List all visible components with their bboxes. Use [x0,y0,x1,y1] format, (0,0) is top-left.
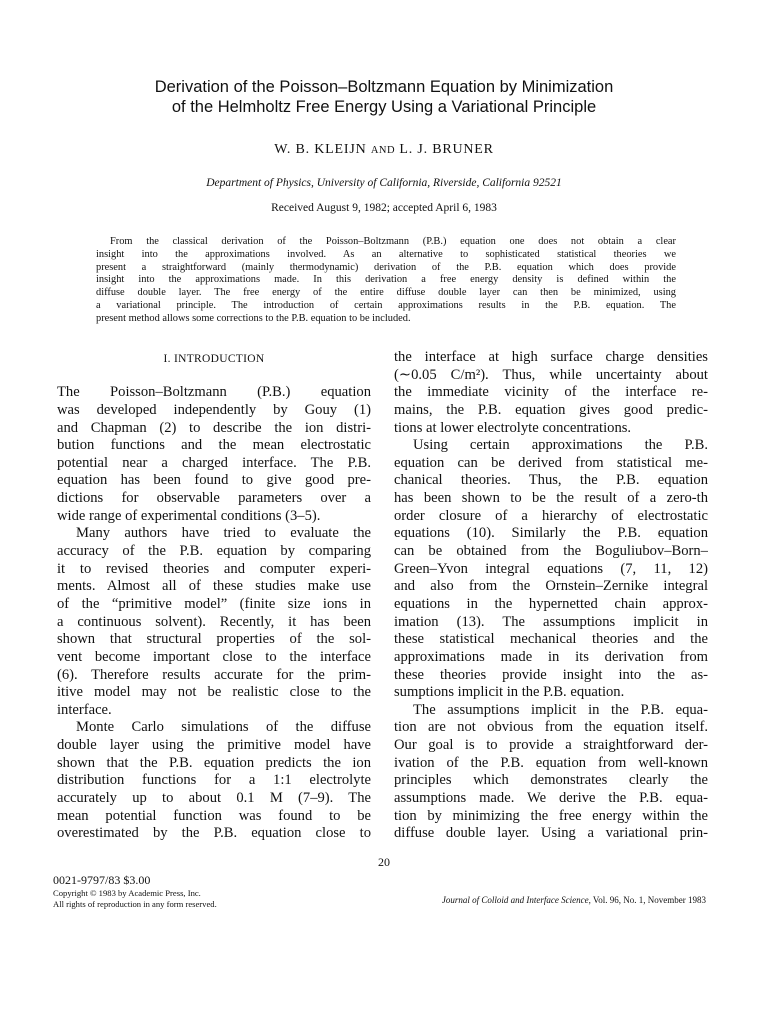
right-column [394,349,708,843]
body-line: ments. Almost all of these studies make use [57,578,371,595]
body-line: itive model may not be realistic close to the [57,684,371,701]
body-line: Monte Carlo simulations of the diffuse [76,719,371,736]
section-heading: I. INTRODUCTION [163,353,265,365]
body-line: The assumptions implicit in the P.B. equa- [413,701,708,718]
body-line: double layer using the primitive model have [57,737,371,754]
body-line: dictions for observable parameters over a [57,490,371,507]
body-line: approximations made in its derivation from [394,648,708,665]
body-line: was developed independently by Gouy (1) [57,401,371,418]
body-line: tion by minimizing the free energy within the [394,807,708,824]
body-line: (∼0.05 C/m²). Thus, while uncertainty about [394,366,708,383]
body-line: it to revised theories and computer experi- [57,560,371,577]
author-name: W. B. KLEIJN [274,142,367,157]
body-line: Using certain approximations the P.B. [413,437,708,454]
journal-name: Journal of Colloid and Interface Science, [441,895,591,905]
body-line: accuracy of the P.B. equation by comparing [57,543,371,560]
body-line: mains, the P.B. equation gives good predic- [394,401,708,418]
body-line: a continuous solvent). Recently, it has been [57,613,371,630]
body-line: the immediate vicinity of the interface re- [394,384,708,401]
abstract [96,236,676,325]
body-line: these theories provide insight into the as- [394,666,708,683]
abstract-line: insight into the approximations involved. As an alternative to sophisticated statistical theories we [96,248,676,260]
body-line: imation (13). The assumptions implicit in [394,613,708,630]
body-line: equations (10). Similarly the P.B. equation [394,525,708,542]
received-dates: Received August 9, 1982; accepted April 6, 1983 [271,202,497,214]
abstract-line: From the classical derivation of the Poisson–Boltzmann (P.B.) equation one does not obtain a clear [110,236,676,247]
body-line: and Chapman (2) to describe the ion distri- [57,419,371,436]
abstract-line: present a straightforward (mainly thermodynamic) derivation of the P.B. equation which does provide [96,261,676,273]
journal-citation [442,895,706,905]
article-title [40,77,728,117]
body-line: ivation of the P.B. equation from well-known [394,754,708,771]
affiliation: Department of Physics, University of California, Riverside, California 92521 [206,177,562,189]
page-number: 20 [378,855,390,869]
title-line: Derivation of the Poisson–Boltzmann Equation by Minimization [154,78,614,96]
body-line: wide range of experimental conditions (3–5). [57,507,321,524]
body-line: of the “primitive model” (finite size ions in [57,595,371,612]
body-line: tions at lower electrolyte concentrations. [394,419,632,436]
abstract-line: present method allows some corrections to the P.B. equation to be included. [96,312,411,324]
body-line: tion are not obvious from the equation itself. [394,719,708,736]
body-line: overestimated by the P.B. equation close to [57,825,371,842]
body-line: equation can be derived from statistical me- [394,454,708,471]
abstract-line: diffuse double layer. The free energy of the entire diffuse double layer can then be minimized, using [96,287,676,298]
body-line: Many authors have tried to evaluate the [76,525,371,542]
body-line: chanical theories. Thus, the P.B. equation [394,472,708,489]
body-line: interface. [57,701,112,718]
body-line: Green–Yvon integral equations (7, 11, 12) [394,560,708,577]
left-column [57,349,371,843]
body-line: (6). Therefore results accurate for the prim- [57,666,371,683]
body-line: potential near a charged interface. The P.B. [57,454,371,471]
author-list [40,142,728,158]
body-line: assumptions made. We derive the P.B. equa- [394,790,708,807]
body-line: the interface at high surface charge densities [394,349,708,365]
author-conjunction: AND [370,145,396,156]
author-name: L. J. BRUNER [399,142,494,157]
title-line: of the Helmholtz Free Energy Using a Variational Principle [171,98,597,116]
body-line: equations in the hypernetted chain approx- [394,595,708,612]
body-line: order closure of a hierarchy of electrostatic [394,507,708,524]
abstract-line: insight into the approximations made. In this derivation a free energy density is defined within the [96,274,676,286]
footer-left [53,873,217,910]
body-line: shown that structural properties of the sol- [57,631,371,648]
body-line: can be obtained from the Boguliubov–Born– [394,543,708,560]
body-line: equation has been found to give good pre- [57,472,371,489]
body-line: mean potential function was found to be [57,807,371,824]
body-line: has been shown to be the result of a zero-th [394,490,708,507]
spacer [57,367,371,385]
body-line: diffuse double layer. Using a variational prin- [394,825,708,842]
copyright-line: Copyright © 1983 by Academic Press, Inc. [53,888,201,898]
body-line: bution functions and the mean electrostatic [57,437,371,454]
body-line: distribution functions for a 1:1 electrolyte [57,772,371,789]
body-line: these statistical mechanical theories and the [394,631,708,648]
body-line: shown that the P.B. equation predicts the ion [57,754,371,771]
article-code: 0021-9797/83 $3.00 [53,873,151,887]
body-line: accurately up to about 0.1 M (7–9). The [57,790,371,807]
body-line: sumptions implicit in the P.B. equation. [394,684,625,701]
body-line: The Poisson–Boltzmann (P.B.) equation [57,384,371,401]
body-line: and also from the Ornstein–Zernike integral [394,578,708,595]
rights-line: All rights of reproduction in any form reserved. [53,899,217,909]
body-line: vent become important close to the interface [57,648,371,665]
abstract-line: a variational principle. The introduction of certain approximations results in the P.B. equation. The [96,299,676,311]
body-line: Our goal is to provide a straightforward der- [394,737,708,754]
body-line: principles which demonstrates clearly the [394,772,708,789]
journal-issue: Vol. 96, No. 1, November 1983 [592,895,706,905]
